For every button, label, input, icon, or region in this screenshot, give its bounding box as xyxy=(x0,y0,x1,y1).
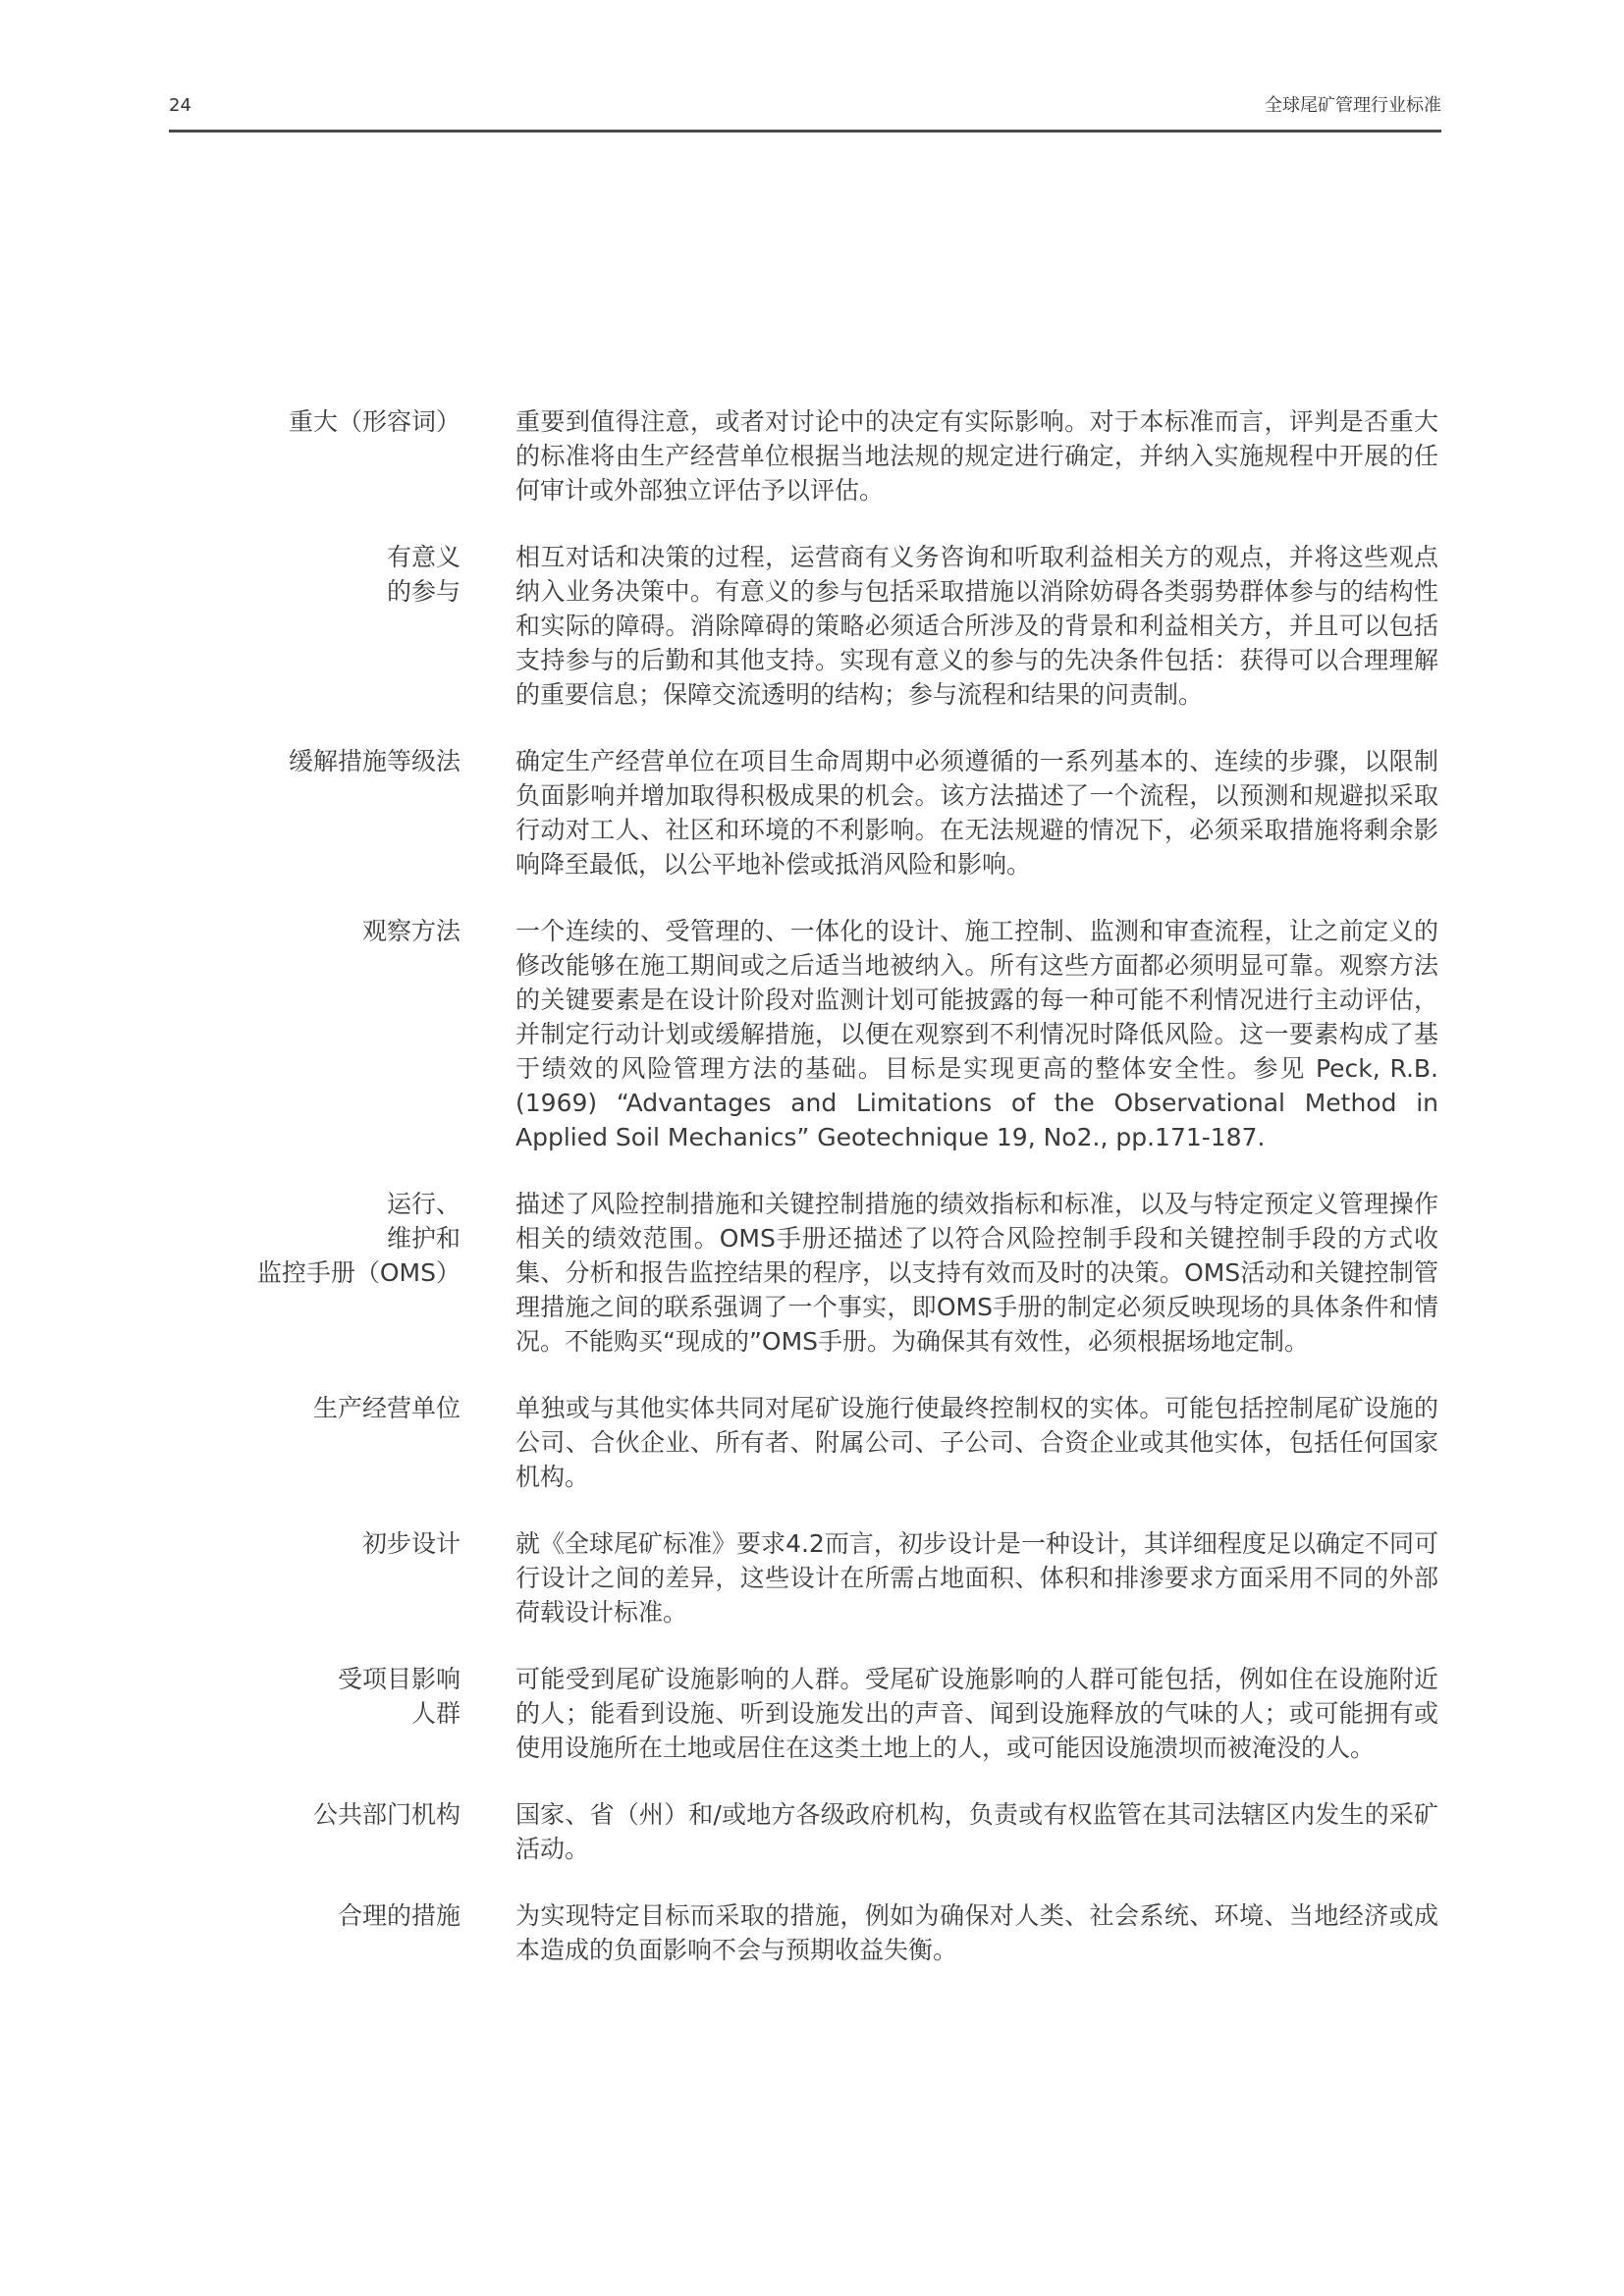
glossary-term xyxy=(169,1797,460,1832)
term-line: 观察方法 xyxy=(361,917,460,945)
glossary-term xyxy=(169,1662,460,1731)
term-line: 合理的措施 xyxy=(337,1901,460,1930)
glossary-term xyxy=(169,540,460,609)
glossary-entry xyxy=(169,914,1441,1154)
term-line: 公共部门机构 xyxy=(312,1800,460,1829)
glossary-definition: 就《全球尾矿标准》要求4.2而言，初步设计是一种设计，其详细程度足以确定不同可行设计之间的差异，这些设计在所需占地面积、体积和排渗要求方面采用不同的外部荷载设计标准。 xyxy=(515,1529,1438,1627)
glossary-definition: 可能受到尾矿设施影响的人群。受尾矿设施影响的人群可能包括，例如住在设施附近的人；能看到设施、听到设施发出的声音、闻到设施释放的气味的人；或可能拥有或使用设施所在土地或居住在这类土地上的人，或可能因设施溃坝而被淹没的人。 xyxy=(515,1665,1438,1762)
glossary-term xyxy=(169,914,460,948)
page-header xyxy=(169,94,1441,133)
glossary-entry xyxy=(169,1898,1441,1967)
term-line: 运行、 xyxy=(386,1190,460,1218)
glossary-definition: 单独或与其他实体共同对尾矿设施行使最终控制权的实体。可能包括控制尾矿设施的公司、合伙企业、所有者、附属公司、子公司、合资企业或其他实体，包括任何国家机构。 xyxy=(515,1394,1438,1491)
glossary-definition: 国家、省（州）和/或地方各级政府机构，负责或有权监管在其司法辖区内发生的采矿活动。 xyxy=(515,1800,1438,1863)
page-number: 24 xyxy=(169,95,191,116)
term-line: 维护和 xyxy=(386,1224,460,1253)
glossary-entry xyxy=(169,540,1441,712)
term-line: 初步设计 xyxy=(361,1529,460,1558)
glossary-entry xyxy=(169,1526,1441,1629)
glossary-entry xyxy=(169,1662,1441,1765)
glossary-definition: 描述了风险控制措施和关键控制措施的绩效指标和标准，以及与特定预定义管理操作相关的绩效范围。OMS手册还描述了以符合风险控制手段和关键控制手段的方式收集、分析和报告监控结果的程序，以支持有效而及时的决策。OMS活动和关键控制管理措施之间的联系强调了一个事实，即OMS手册的制定必须反映现场的具体条件和情况。不能购买“现成的”OMS手册。为确保其有效性，必须根据场地定制。 xyxy=(515,1190,1438,1356)
term-line: 有意义 xyxy=(386,543,460,571)
term-line: 受项目影响 xyxy=(337,1665,460,1693)
term-line: 重大（形容词） xyxy=(288,407,460,436)
term-line: 监控手册（OMS） xyxy=(256,1258,460,1287)
glossary-term xyxy=(169,1526,460,1561)
glossary-term xyxy=(169,1898,460,1933)
glossary-entry xyxy=(169,404,1441,507)
glossary-entry xyxy=(169,744,1441,881)
glossary-definition: 一个连续的、受管理的、一体化的设计、施工控制、监测和审查流程，让之前定义的修改能够在施工期间或之后适当地被纳入。所有这些方面都必须明显可靠。观察方法的关键要素是在设计阶段对监测计划可能披露的每一种可能不利情况进行主动评估，并制定行动计划或缓解措施，以便在观察到不利情况时降低风险。这一要素构成了基于绩效的风险管理方法的基础。目标是实现更高的整体安全性。参见 Peck, R.B. (1969) “Advantages and Limitations of the Observational Method in Applied Soil Mechanics” Geotechnique 19, No2., pp.171-187. xyxy=(515,917,1438,1151)
glossary-entry xyxy=(169,1187,1441,1359)
glossary-definition: 确定生产经营单位在项目生命周期中必须遵循的一系列基本的、连续的步骤，以限制负面影响并增加取得积极成果的机会。该方法描述了一个流程，以预测和规避拟采取行动对工人、社区和环境的不利影响。在无法规避的情况下，必须采取措施将剩余影响降至最低，以公平地补偿或抵消风险和影响。 xyxy=(515,747,1438,879)
glossary-term xyxy=(169,1391,460,1425)
term-line: 生产经营单位 xyxy=(312,1394,460,1422)
term-line: 缓解措施等级法 xyxy=(288,747,460,775)
glossary-entry xyxy=(169,1391,1441,1494)
glossary-term xyxy=(169,744,460,778)
glossary-entry xyxy=(169,1797,1441,1866)
term-line: 的参与 xyxy=(386,577,460,606)
glossary-term xyxy=(169,404,460,439)
glossary-definition: 重要到值得注意，或者对讨论中的决定有实际影响。对于本标准而言，评判是否重大的标准将由生产经营单位根据当地法规的规定进行确定，并纳入实施规程中开展的任何审计或外部独立评估予以评估。 xyxy=(515,407,1438,505)
glossary-list xyxy=(169,404,1441,2000)
document-title: 全球尾矿管理行业标准 xyxy=(1265,95,1441,116)
glossary-definition: 为实现特定目标而采取的措施，例如为确保对人类、社会系统、环境、当地经济或成本造成的负面影响不会与预期收益失衡。 xyxy=(515,1901,1438,1964)
glossary-term xyxy=(169,1187,460,1290)
term-line: 人群 xyxy=(410,1699,460,1728)
glossary-definition: 相互对话和决策的过程，运营商有义务咨询和听取利益相关方的观点，并将这些观点纳入业务决策中。有意义的参与包括采取措施以消除妨碍各类弱势群体参与的结构性和实际的障碍。消除障碍的策略必须适合所涉及的背景和利益相关方，并且可以包括支持参与的后勤和其他支持。实现有意义的参与的先决条件包括：获得可以合理理解的重要信息；保障交流透明的结构；参与流程和结果的问责制。 xyxy=(515,543,1438,709)
